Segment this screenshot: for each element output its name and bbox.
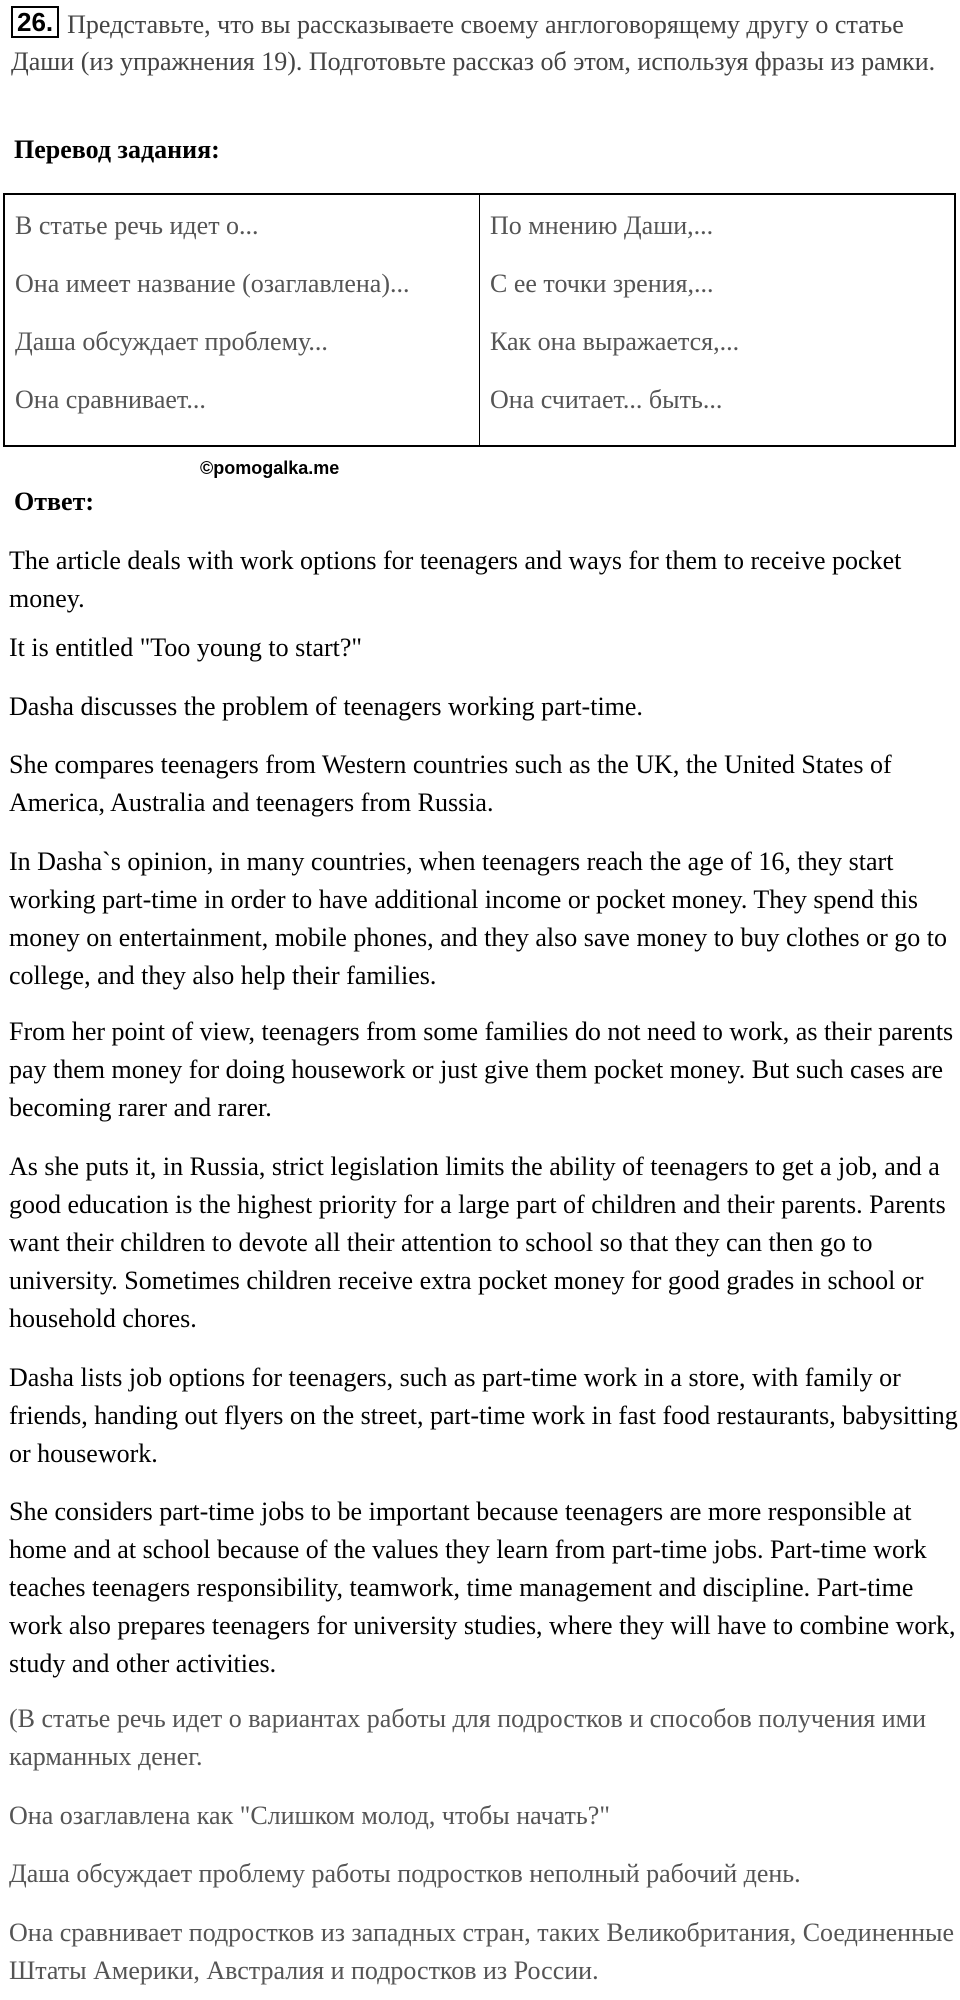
phrase-column-right [480, 194, 956, 446]
translation-title: Перевод задания: [14, 135, 220, 164]
answer-paragraph: It is entitled "Too young to start?" [9, 633, 363, 662]
translation-paragraph: Она озаглавлена как "Слишком молод, чтобы начать?" [9, 1801, 610, 1830]
answer-paragraph: Dasha discusses the problem of teenagers working part-time. [9, 692, 643, 721]
phrase-column-left [4, 194, 480, 446]
answer-paragraph: She compares teenagers from Western countries such as the UK, the United States of America, Australia and teenagers from Russia. [9, 750, 892, 817]
answer-paragraph: As she puts it, in Russia, strict legislation limits the ability of teenagers to get a job, and a good education is the highest priority for a large part of children and their parents. Parents want their children to devote all their attention to school so that they can then go to university. Sometimes children receive extra pocket money for good grades in school or household chores. [9, 1152, 946, 1333]
phrase: Она имеет название (озаглавлена)... [15, 269, 410, 298]
translation-paragraph: Она сравнивает подростков из западных стран, таких Великобритания, Соединенные Штаты Америки, Австралия и подростков из России. [9, 1918, 955, 1985]
phrase: В статье речь идет о... [15, 211, 259, 240]
phrase-box [3, 193, 956, 447]
translation-paragraph: Даша обсуждает проблему работы подростков неполный рабочий день. [9, 1859, 801, 1888]
phrase: Она считает... быть... [490, 385, 723, 414]
answer-paragraph: The article deals with work options for teenagers and ways for them to receive pocket money. [9, 546, 902, 613]
answer-paragraph: In Dasha`s opinion, in many countries, when teenagers reach the age of 16, they start working part-time in order to have additional income or pocket money. They spend this money on entertainment, mobile phones, and they also save money to buy clothes or go to college, and they also help their families. [9, 847, 947, 990]
answer-paragraph: She considers part-time jobs to be important because teenagers are more responsible at home and at school because of the values they learn from part-time jobs. Part-time work teaches teenagers responsibility, teamwork, time management and discipline. Part-time work also prepares teenagers for university studies, where they will have to combine work, study and other activities. [9, 1497, 956, 1678]
translation-paragraph: (В статье речь идет о вариантах работы для подростков и способов получения ими карманных денег. [9, 1704, 927, 1771]
answer-title: Ответ: [14, 487, 95, 516]
answer-paragraph: From her point of view, teenagers from some families do not need to work, as their parents pay them money for doing housework or just give them pocket money. But such cases are becoming rarer and rarer. [9, 1017, 954, 1122]
watermark: ©pomogalka.me [200, 458, 340, 478]
task-number: 26. [11, 6, 59, 38]
phrase: Как она выражается,... [490, 327, 740, 356]
phrase: С ее точки зрения,... [490, 269, 714, 298]
task-text: Представьте, что вы рассказываете своему англоговорящему другу о статье Даши (из упражнения 19). Подготовьте рассказ об этом, используя фразы из рамки. [11, 10, 936, 76]
phrase: Даша обсуждает проблему... [15, 327, 328, 356]
phrase: По мнению Даши,... [490, 211, 714, 240]
phrase: Она сравнивает... [15, 385, 206, 414]
task-block [11, 6, 951, 80]
answer-paragraph: Dasha lists job options for teenagers, such as part-time work in a store, with family or friends, handing out flyers on the street, part-time work in fast food restaurants, babysitting or housework. [9, 1363, 958, 1468]
